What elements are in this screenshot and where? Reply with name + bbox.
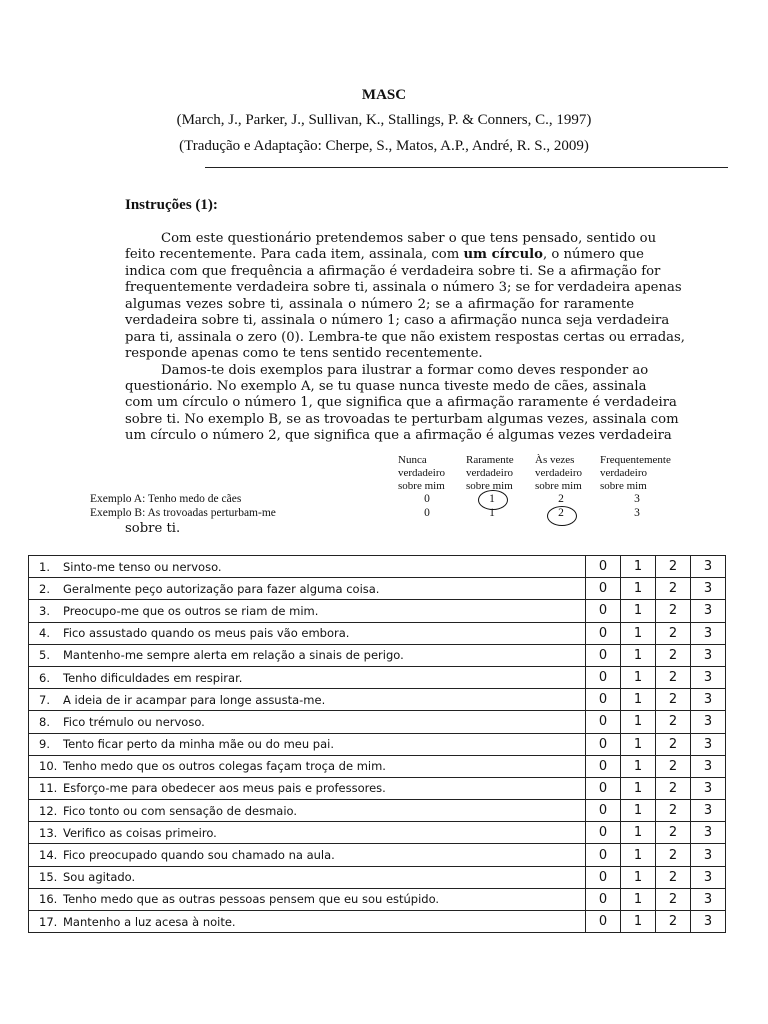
answer-option-3[interactable]: 3 xyxy=(691,600,726,622)
table-row xyxy=(29,844,726,866)
item-cell xyxy=(29,911,586,933)
answer-option-3[interactable]: 3 xyxy=(691,622,726,644)
table-row xyxy=(29,866,726,888)
table-row xyxy=(29,644,726,666)
item-text: Fico trémulo ou nervoso. xyxy=(63,714,205,729)
item-cell xyxy=(29,578,586,600)
header-line: sobre mim xyxy=(535,480,582,492)
header-line: Frequentemente xyxy=(600,454,671,466)
table-row xyxy=(29,755,726,777)
item-number: 14. xyxy=(39,848,58,863)
answer-option-2[interactable]: 2 xyxy=(656,644,691,666)
item-text: Geralmente peço autorização para fazer alguma coisa. xyxy=(63,581,380,596)
item-text: Esforço-me para obedecer aos meus pais e professores. xyxy=(63,781,386,796)
item-number: 4. xyxy=(39,626,50,641)
item-cell xyxy=(29,600,586,622)
paragraph-line: indica com que frequência a afirmação é verdadeira sobre ti. Se a afirmação for xyxy=(125,263,661,279)
scale-header xyxy=(466,454,514,493)
answer-option-0[interactable]: 0 xyxy=(586,689,621,711)
answer-option-2[interactable]: 2 xyxy=(656,777,691,799)
item-text: Mantenho-me sempre alerta em relação a sinais de perigo. xyxy=(63,648,404,663)
answer-option-1[interactable]: 1 xyxy=(621,733,656,755)
example-option: 1 xyxy=(489,507,495,519)
item-cell xyxy=(29,733,586,755)
answer-option-3[interactable]: 3 xyxy=(691,644,726,666)
item-number: 2. xyxy=(39,581,50,596)
paragraph-line xyxy=(125,247,644,263)
table-row xyxy=(29,600,726,622)
answer-option-3[interactable]: 3 xyxy=(691,911,726,933)
item-cell xyxy=(29,822,586,844)
text: feito recentemente. Para cada item, assinala, com xyxy=(125,247,464,263)
answer-option-2[interactable]: 2 xyxy=(656,600,691,622)
closing-text: sobre ti. xyxy=(125,521,181,536)
example-label: Exemplo A: Tenho medo de cães xyxy=(90,493,242,505)
answer-option-3[interactable]: 3 xyxy=(691,689,726,711)
answer-option-3[interactable]: 3 xyxy=(691,755,726,777)
answer-option-1[interactable]: 1 xyxy=(621,777,656,799)
header-line: sobre mim xyxy=(398,480,445,492)
table-row xyxy=(29,622,726,644)
item-text: Tento ficar perto da minha mãe ou do meu pai. xyxy=(63,737,334,752)
item-number: 5. xyxy=(39,648,50,663)
answer-option-2[interactable]: 2 xyxy=(656,888,691,910)
answer-option-0[interactable]: 0 xyxy=(586,644,621,666)
paragraph-line: questionário. No exemplo A, se tu quase nunca tiveste medo de cães, assinala xyxy=(125,378,647,394)
answer-option-0[interactable]: 0 xyxy=(586,666,621,688)
answer-option-1[interactable]: 1 xyxy=(621,755,656,777)
answer-option-1[interactable]: 1 xyxy=(621,911,656,933)
table-row xyxy=(29,733,726,755)
paragraph-line: um círculo o número 2, que significa que a afirmação é algumas vezes verdadeira xyxy=(125,428,672,444)
item-text: Preocupo-me que os outros se riam de mim. xyxy=(63,603,319,618)
item-text: Fico preocupado quando sou chamado na aula. xyxy=(63,848,335,863)
answer-option-1[interactable]: 1 xyxy=(621,844,656,866)
answer-option-0[interactable]: 0 xyxy=(586,733,621,755)
item-cell xyxy=(29,711,586,733)
item-text: Tenho medo que as outras pessoas pensem que eu sou estúpido. xyxy=(63,892,440,907)
item-cell xyxy=(29,689,586,711)
instructions-heading: Instruções (1): xyxy=(125,197,218,213)
answer-option-3[interactable]: 3 xyxy=(691,800,726,822)
answer-option-1[interactable]: 1 xyxy=(621,644,656,666)
item-text: Fico assustado quando os meus pais vão embora. xyxy=(63,626,350,641)
answer-option-3[interactable]: 3 xyxy=(691,777,726,799)
answer-option-3[interactable]: 3 xyxy=(691,556,726,578)
answer-option-2[interactable]: 2 xyxy=(656,844,691,866)
item-number: 3. xyxy=(39,603,50,618)
answer-option-1[interactable]: 1 xyxy=(621,689,656,711)
answer-option-0[interactable]: 0 xyxy=(586,822,621,844)
item-number: 13. xyxy=(39,825,58,840)
text: , o número que xyxy=(542,247,644,263)
answer-option-1[interactable]: 1 xyxy=(621,800,656,822)
answer-option-0[interactable]: 0 xyxy=(586,888,621,910)
answer-option-0[interactable]: 0 xyxy=(586,777,621,799)
answer-option-0[interactable]: 0 xyxy=(586,622,621,644)
answer-option-2[interactable]: 2 xyxy=(656,666,691,688)
example-label: Exemplo B: As trovoadas perturbam-me xyxy=(90,507,276,519)
item-number: 17. xyxy=(39,914,58,929)
answer-option-3[interactable]: 3 xyxy=(691,888,726,910)
example-option: 2 xyxy=(558,507,564,519)
header-line: verdadeiro xyxy=(535,467,583,479)
horizontal-rule xyxy=(205,167,728,168)
answer-option-1[interactable]: 1 xyxy=(621,600,656,622)
item-cell xyxy=(29,888,586,910)
header-line: Raramente xyxy=(466,454,514,466)
questionnaire-table xyxy=(28,555,726,933)
document-title: MASC xyxy=(361,87,407,103)
table-row xyxy=(29,689,726,711)
item-cell xyxy=(29,844,586,866)
item-number: 16. xyxy=(39,892,58,907)
item-number: 6. xyxy=(39,670,50,685)
header-line: sobre mim xyxy=(600,480,647,492)
example-option: 3 xyxy=(634,507,640,519)
answer-option-2[interactable]: 2 xyxy=(656,755,691,777)
scale-header xyxy=(535,454,582,493)
item-cell xyxy=(29,666,586,688)
item-text: Tenho dificuldades em respirar. xyxy=(63,670,243,685)
example-option: 0 xyxy=(424,507,430,519)
item-cell xyxy=(29,800,586,822)
answer-option-1[interactable]: 1 xyxy=(621,822,656,844)
answer-option-3[interactable]: 3 xyxy=(691,866,726,888)
answer-option-2[interactable]: 2 xyxy=(656,800,691,822)
item-cell xyxy=(29,866,586,888)
citation: (March, J., Parker, J., Sullivan, K., Stallings, P. & Conners, C., 1997) xyxy=(176,112,592,128)
item-text: Sou agitado. xyxy=(63,870,136,885)
answer-option-2[interactable]: 2 xyxy=(656,866,691,888)
item-number: 8. xyxy=(39,714,50,729)
answer-option-3[interactable]: 3 xyxy=(691,733,726,755)
paragraph-line: Damos-te dois exemplos para ilustrar a formar como deves responder ao xyxy=(161,362,649,378)
item-cell xyxy=(29,644,586,666)
item-text: Sinto-me tenso ou nervoso. xyxy=(63,559,222,574)
header-line: Às vezes xyxy=(535,454,575,466)
table-row xyxy=(29,711,726,733)
item-number: 9. xyxy=(39,737,50,752)
answer-option-0[interactable]: 0 xyxy=(586,844,621,866)
item-number: 7. xyxy=(39,692,50,707)
answer-option-3[interactable]: 3 xyxy=(691,578,726,600)
paragraph-line: algumas vezes sobre ti, assinala o número 2; se a afirmação for raramente xyxy=(125,296,634,312)
answer-option-1[interactable]: 1 xyxy=(621,888,656,910)
paragraph-line: com um círculo o número 1, que significa que a afirmação raramente é verdadeira xyxy=(125,395,677,411)
answer-option-3[interactable]: 3 xyxy=(691,711,726,733)
header-line: verdadeiro xyxy=(600,467,648,479)
paragraph-line: sobre ti. No exemplo B, se as trovoadas te perturbam algumas vezes, assinala com xyxy=(125,411,679,427)
selection-circle xyxy=(547,506,577,526)
item-text: Fico tonto ou com sensação de desmaio. xyxy=(63,803,298,818)
table-row xyxy=(29,556,726,578)
paragraph-line: frequentemente verdadeira sobre ti, assinala o número 3; se for verdadeira apenas xyxy=(125,280,682,296)
answer-option-2[interactable]: 2 xyxy=(656,578,691,600)
item-cell xyxy=(29,755,586,777)
item-cell xyxy=(29,622,586,644)
answer-option-2[interactable]: 2 xyxy=(656,622,691,644)
table-row xyxy=(29,666,726,688)
header-line: verdadeiro xyxy=(466,467,514,479)
translation-citation: (Tradução e Adaptação: Cherpe, S., Matos, A.P., André, R. S., 2009) xyxy=(179,138,589,154)
answer-option-1[interactable]: 1 xyxy=(621,556,656,578)
answer-option-0[interactable]: 0 xyxy=(586,711,621,733)
answer-option-3[interactable]: 3 xyxy=(691,844,726,866)
example-option: 3 xyxy=(634,493,640,505)
answer-option-0[interactable]: 0 xyxy=(586,556,621,578)
item-text: Tenho medo que os outros colegas façam troça de mim. xyxy=(63,759,386,774)
table-row xyxy=(29,800,726,822)
item-text: Mantenho a luz acesa à noite. xyxy=(63,914,236,929)
answer-option-2[interactable]: 2 xyxy=(656,911,691,933)
header-line: verdadeiro xyxy=(398,467,446,479)
table-row xyxy=(29,822,726,844)
answer-option-0[interactable]: 0 xyxy=(586,578,621,600)
answer-option-1[interactable]: 1 xyxy=(621,666,656,688)
answer-option-3[interactable]: 3 xyxy=(691,822,726,844)
answer-option-1[interactable]: 1 xyxy=(621,711,656,733)
answer-option-2[interactable]: 2 xyxy=(656,733,691,755)
answer-option-3[interactable]: 3 xyxy=(691,666,726,688)
item-text: A ideia de ir acampar para longe assusta-me. xyxy=(63,692,326,707)
paragraph-line: para ti, assinala o zero (0). Lembra-te que não existem respostas certas ou erradas, xyxy=(125,329,685,345)
scale-header xyxy=(600,454,671,493)
answer-option-0[interactable]: 0 xyxy=(586,755,621,777)
item-number: 12. xyxy=(39,803,58,818)
answer-option-1[interactable]: 1 xyxy=(621,866,656,888)
answer-option-0[interactable]: 0 xyxy=(586,911,621,933)
answer-option-1[interactable]: 1 xyxy=(621,622,656,644)
example-option: 0 xyxy=(424,493,430,505)
item-number: 11. xyxy=(39,781,58,796)
answer-option-1[interactable]: 1 xyxy=(621,578,656,600)
answer-option-2[interactable]: 2 xyxy=(656,556,691,578)
table-row xyxy=(29,888,726,910)
table-row xyxy=(29,911,726,933)
example-option: 2 xyxy=(558,493,564,505)
paragraph-line: Com este questionário pretendemos saber o que tens pensado, sentido ou xyxy=(161,231,657,246)
table-row xyxy=(29,578,726,600)
answer-option-2[interactable]: 2 xyxy=(656,822,691,844)
scale-header xyxy=(398,454,445,493)
header-line: Nunca xyxy=(398,454,427,466)
answer-option-0[interactable]: 0 xyxy=(586,600,621,622)
paragraph-line: responde apenas como te tens sentido recentemente. xyxy=(125,346,483,362)
instructions-paragraph xyxy=(125,231,685,445)
item-cell xyxy=(29,777,586,799)
answer-option-0[interactable]: 0 xyxy=(586,866,621,888)
item-text: Verifico as coisas primeiro. xyxy=(63,825,217,840)
item-cell xyxy=(29,556,586,578)
item-number: 10. xyxy=(39,759,58,774)
item-number: 15. xyxy=(39,870,58,885)
item-number: 1. xyxy=(39,559,50,574)
answer-option-0[interactable]: 0 xyxy=(586,800,621,822)
answer-option-2[interactable]: 2 xyxy=(656,689,691,711)
example-option: 1 xyxy=(489,493,495,505)
bold-phrase: um círculo xyxy=(463,247,543,263)
paragraph-line: verdadeira sobre ti, assinala o número 1; caso a afirmação nunca seja verdadeira xyxy=(125,313,670,329)
header-line: sobre mim xyxy=(466,480,513,492)
answer-option-2[interactable]: 2 xyxy=(656,711,691,733)
table-row xyxy=(29,777,726,799)
